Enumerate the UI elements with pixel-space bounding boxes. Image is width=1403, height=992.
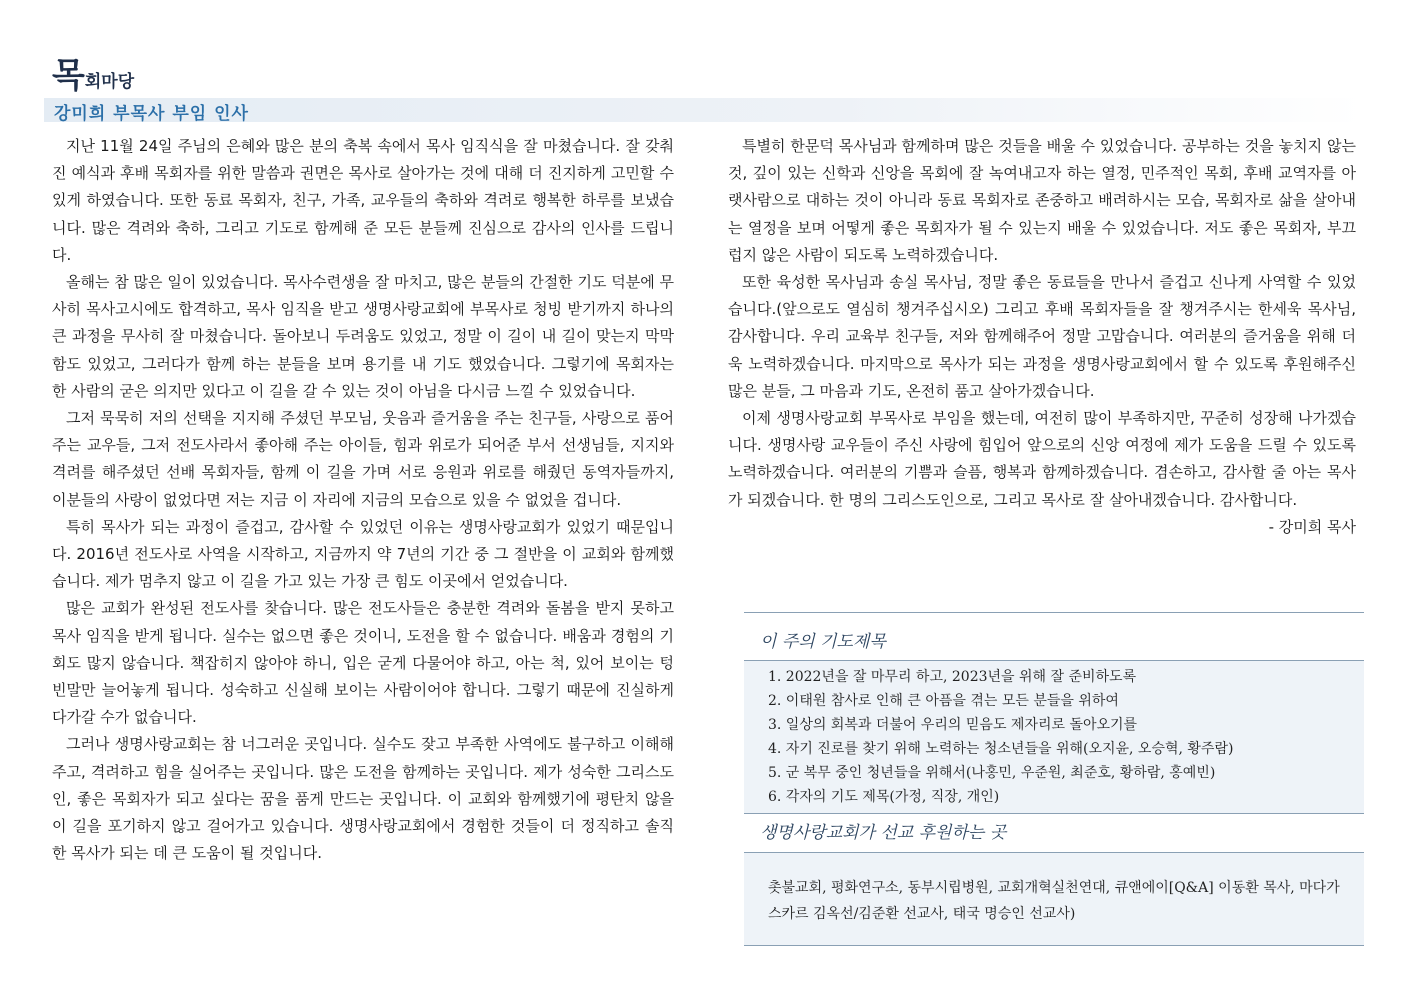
list-item: 5. 군 복무 중인 청년들을 위해서(나홍민, 우준원, 최준호, 황하람, 홍예빈)	[768, 765, 1216, 781]
column-logo	[52, 48, 134, 98]
mission-text: 촛불교회, 평화연구소, 동부시립병원, 교회개혁실천연대, 큐앤에이[Q&A] 이동환 목사, 마다가스카르 김옥선/김준환 선교사, 태국 명승인 선교사)	[768, 880, 1340, 922]
mission-box	[744, 852, 1364, 946]
list-item: 6. 각자의 기도 제목(가정, 직장, 개인)	[768, 789, 1000, 805]
list-item: 1. 2022년을 잘 마무리 하고, 2023년을 위해 잘 준비하도록	[768, 669, 1137, 685]
logo-mid: 회	[84, 72, 102, 92]
divider-line	[744, 612, 1364, 613]
right-column	[728, 133, 1356, 541]
list-item: 2. 이태원 참사로 인해 큰 아픔을 겪는 모든 분들을 위하여	[768, 693, 1119, 709]
mission-heading: 생명사랑교회가 선교 후원하는 곳	[760, 823, 1007, 843]
logo-small: 마당	[101, 72, 135, 92]
paragraph: 특히 목사가 되는 과정이 즐겁고, 감사할 수 있었던 이유는 생명사랑교회가 있었기 때문입니다. 2016년 전도사로 사역을 시작하고, 지금까지 약 7년의 기간 중 그 절반을 이 교회와 함께했습니다. 제가 멈추지 않고 이 길을 가고 있는 가장 큰 힘도 이곳에서 얻었습니다.	[52, 517, 674, 591]
paragraph: 지난 11월 24일 주님의 은혜와 많은 분의 축복 속에서 목사 임직식을 잘 마쳤습니다. 잘 갖춰진 예식과 후배 목회자를 위한 말씀과 권면은 목사로 살아가는 것에 대해 더 진지하게 고민할 수 있게 하였습니다. 또한 동료 목회자, 친구, 가족, 교우들의 축하와 격려로 행복한 하루를 보냈습니다. 많은 격려와 축하, 그리고 기도로 함께해 준 모든 분들께 진심으로 감사의 인사를 드립니다.	[52, 137, 674, 264]
paragraph: 그러나 생명사랑교회는 참 너그러운 곳입니다. 실수도 잦고 부족한 사역에도 불구하고 이해해주고, 격려하고 힘을 실어주는 곳입니다. 많은 도전을 함께하는 곳입니다. 제가 성숙한 그리스도인, 좋은 목회자가 되고 싶다는 꿈을 품게 만드는 곳입니다. 이 교회와 함께했기에 평탄치 않을 이 길을 포기하지 않고 걸어가고 있습니다. 생명사랑교회에서 경험한 것들이 더 정직하고 솔직한 목사가 되는 데 큰 도움이 될 것입니다.	[52, 735, 674, 863]
prayer-top-divider	[744, 612, 1364, 613]
paragraph: 이제 생명사랑교회 부목사로 부임을 했는데, 여전히 많이 부족하지만, 꾸준히 성장해 나가겠습니다. 생명사랑 교우들이 주신 사랑에 힘입어 앞으로의 신앙 여정에 제가 도움을 드릴 수 있도록 노력하겠습니다. 여러분의 기쁨과 슬픔, 행복과 함께하겠습니다. 겸손하고, 감사할 줄 아는 목사가 되겠습니다. 한 명의 그리스도인으로, 그리고 목사로 잘 살아내겠습니다. 감사합니다.	[728, 409, 1356, 509]
prayer-box	[744, 660, 1364, 814]
paragraph: 올해는 참 많은 일이 있었습니다. 목사수련생을 잘 마치고, 많은 분들의 간절한 기도 덕분에 무사히 목사고시에도 합격하고, 목사 임직을 받고 생명사랑교회에 부목사로 청빙 받기까지 하나의 큰 과정을 무사히 잘 마쳤습니다. 돌아보니 두려움도 있었고, 정말 이 길이 내 길이 맞는지 막막함도 있었고, 그러다가 함께 하는 분들을 보며 용기를 내 기도 했었습니다. 그렇기에 목회자는 한 사람의 굳은 의지만 있다고 이 길을 갈 수 있는 것이 아님을 다시금 느낄 수 있었습니다.	[52, 273, 674, 400]
paragraph: 많은 교회가 완성된 전도사를 찾습니다. 많은 전도사들은 충분한 격려와 돌봄을 받지 못하고 목사 임직을 받게 됩니다. 실수는 없으면 좋은 것이니, 도전을 할 수 없습니다. 배움과 경험의 기회도 많지 않습니다. 책잡히지 않아야 하니, 입은 굳게 다물어야 하고, 아는 척, 있어 보이는 텅 빈말만 늘어놓게 됩니다. 성숙하고 신실해 보이는 사람이어야 합니다. 그렇기 때문에 진실하게 다가갈 수가 없습니다.	[52, 599, 674, 727]
paragraph: 특별히 한문덕 목사님과 함께하며 많은 것들을 배울 수 있었습니다. 공부하는 것을 놓치지 않는 것, 깊이 있는 신학과 신앙을 목회에 잘 녹여내고자 하는 열정, 민주적인 목회, 후배 교역자를 아랫사람으로 대하는 것이 아니라 동료 목회자로 존중하고 배려하시는 모습, 목회자로 삶을 살아내는 열정을 보며 어떻게 좋은 목회자가 될 수 있는지 배울 수 있었습니다. 저도 좋은 목회자, 부끄럽지 않은 사람이 되도록 노력하겠습니다.	[728, 137, 1356, 264]
paragraph: 그저 묵묵히 저의 선택을 지지해 주셨던 부모님, 웃음과 즐거움을 주는 친구들, 사랑으로 품어주는 교우들, 그저 전도사라서 좋아해 주는 아이들, 힘과 위로가 되어준 부서 선생님들, 지지와 격려를 해주셨던 선배 목회자들, 함께 이 길을 가며 서로 응원과 위로를 해줬던 동역자들까지, 이분들의 사랑이 없었다면 저는 지금 이 자리에 지금의 모습으로 있을 수 없었을 겁니다.	[52, 409, 674, 509]
paragraph: 또한 육성한 목사님과 송실 목사님, 정말 좋은 동료들을 만나서 즐겁고 신나게 사역할 수 있었습니다.(앞으로도 열심히 챙겨주십시오) 그리고 후배 목회자들을 잘 챙겨주시는 한세욱 목사님, 감사합니다. 우리 교육부 친구들, 저와 함께해주어 정말 고맙습니다. 여러분의 즐거움을 위해 더욱 노력하겠습니다. 마지막으로 목사가 되는 과정을 생명사랑교회에서 할 수 있도록 후원해주신 많은 분들, 그 마음과 기도, 온전히 품고 살아가겠습니다.	[728, 273, 1356, 400]
signature: - 강미희 목사	[1268, 517, 1356, 536]
list-item: 4. 자기 진로를 찾기 위해 노력하는 청소년들을 위해(오지윤, 오승혁, 황주람)	[768, 741, 1234, 757]
prayer-list	[744, 661, 1364, 809]
article-title: 강미희 부목사 부임 인사	[54, 104, 249, 124]
logo-big: 목	[52, 56, 85, 96]
prayer-heading: 이 주의 기도제목	[760, 632, 886, 652]
left-column	[52, 133, 674, 867]
list-item: 3. 일상의 회복과 더불어 우리의 믿음도 제자리로 돌아오기를	[768, 717, 1138, 733]
article-title-bar	[44, 98, 1364, 122]
